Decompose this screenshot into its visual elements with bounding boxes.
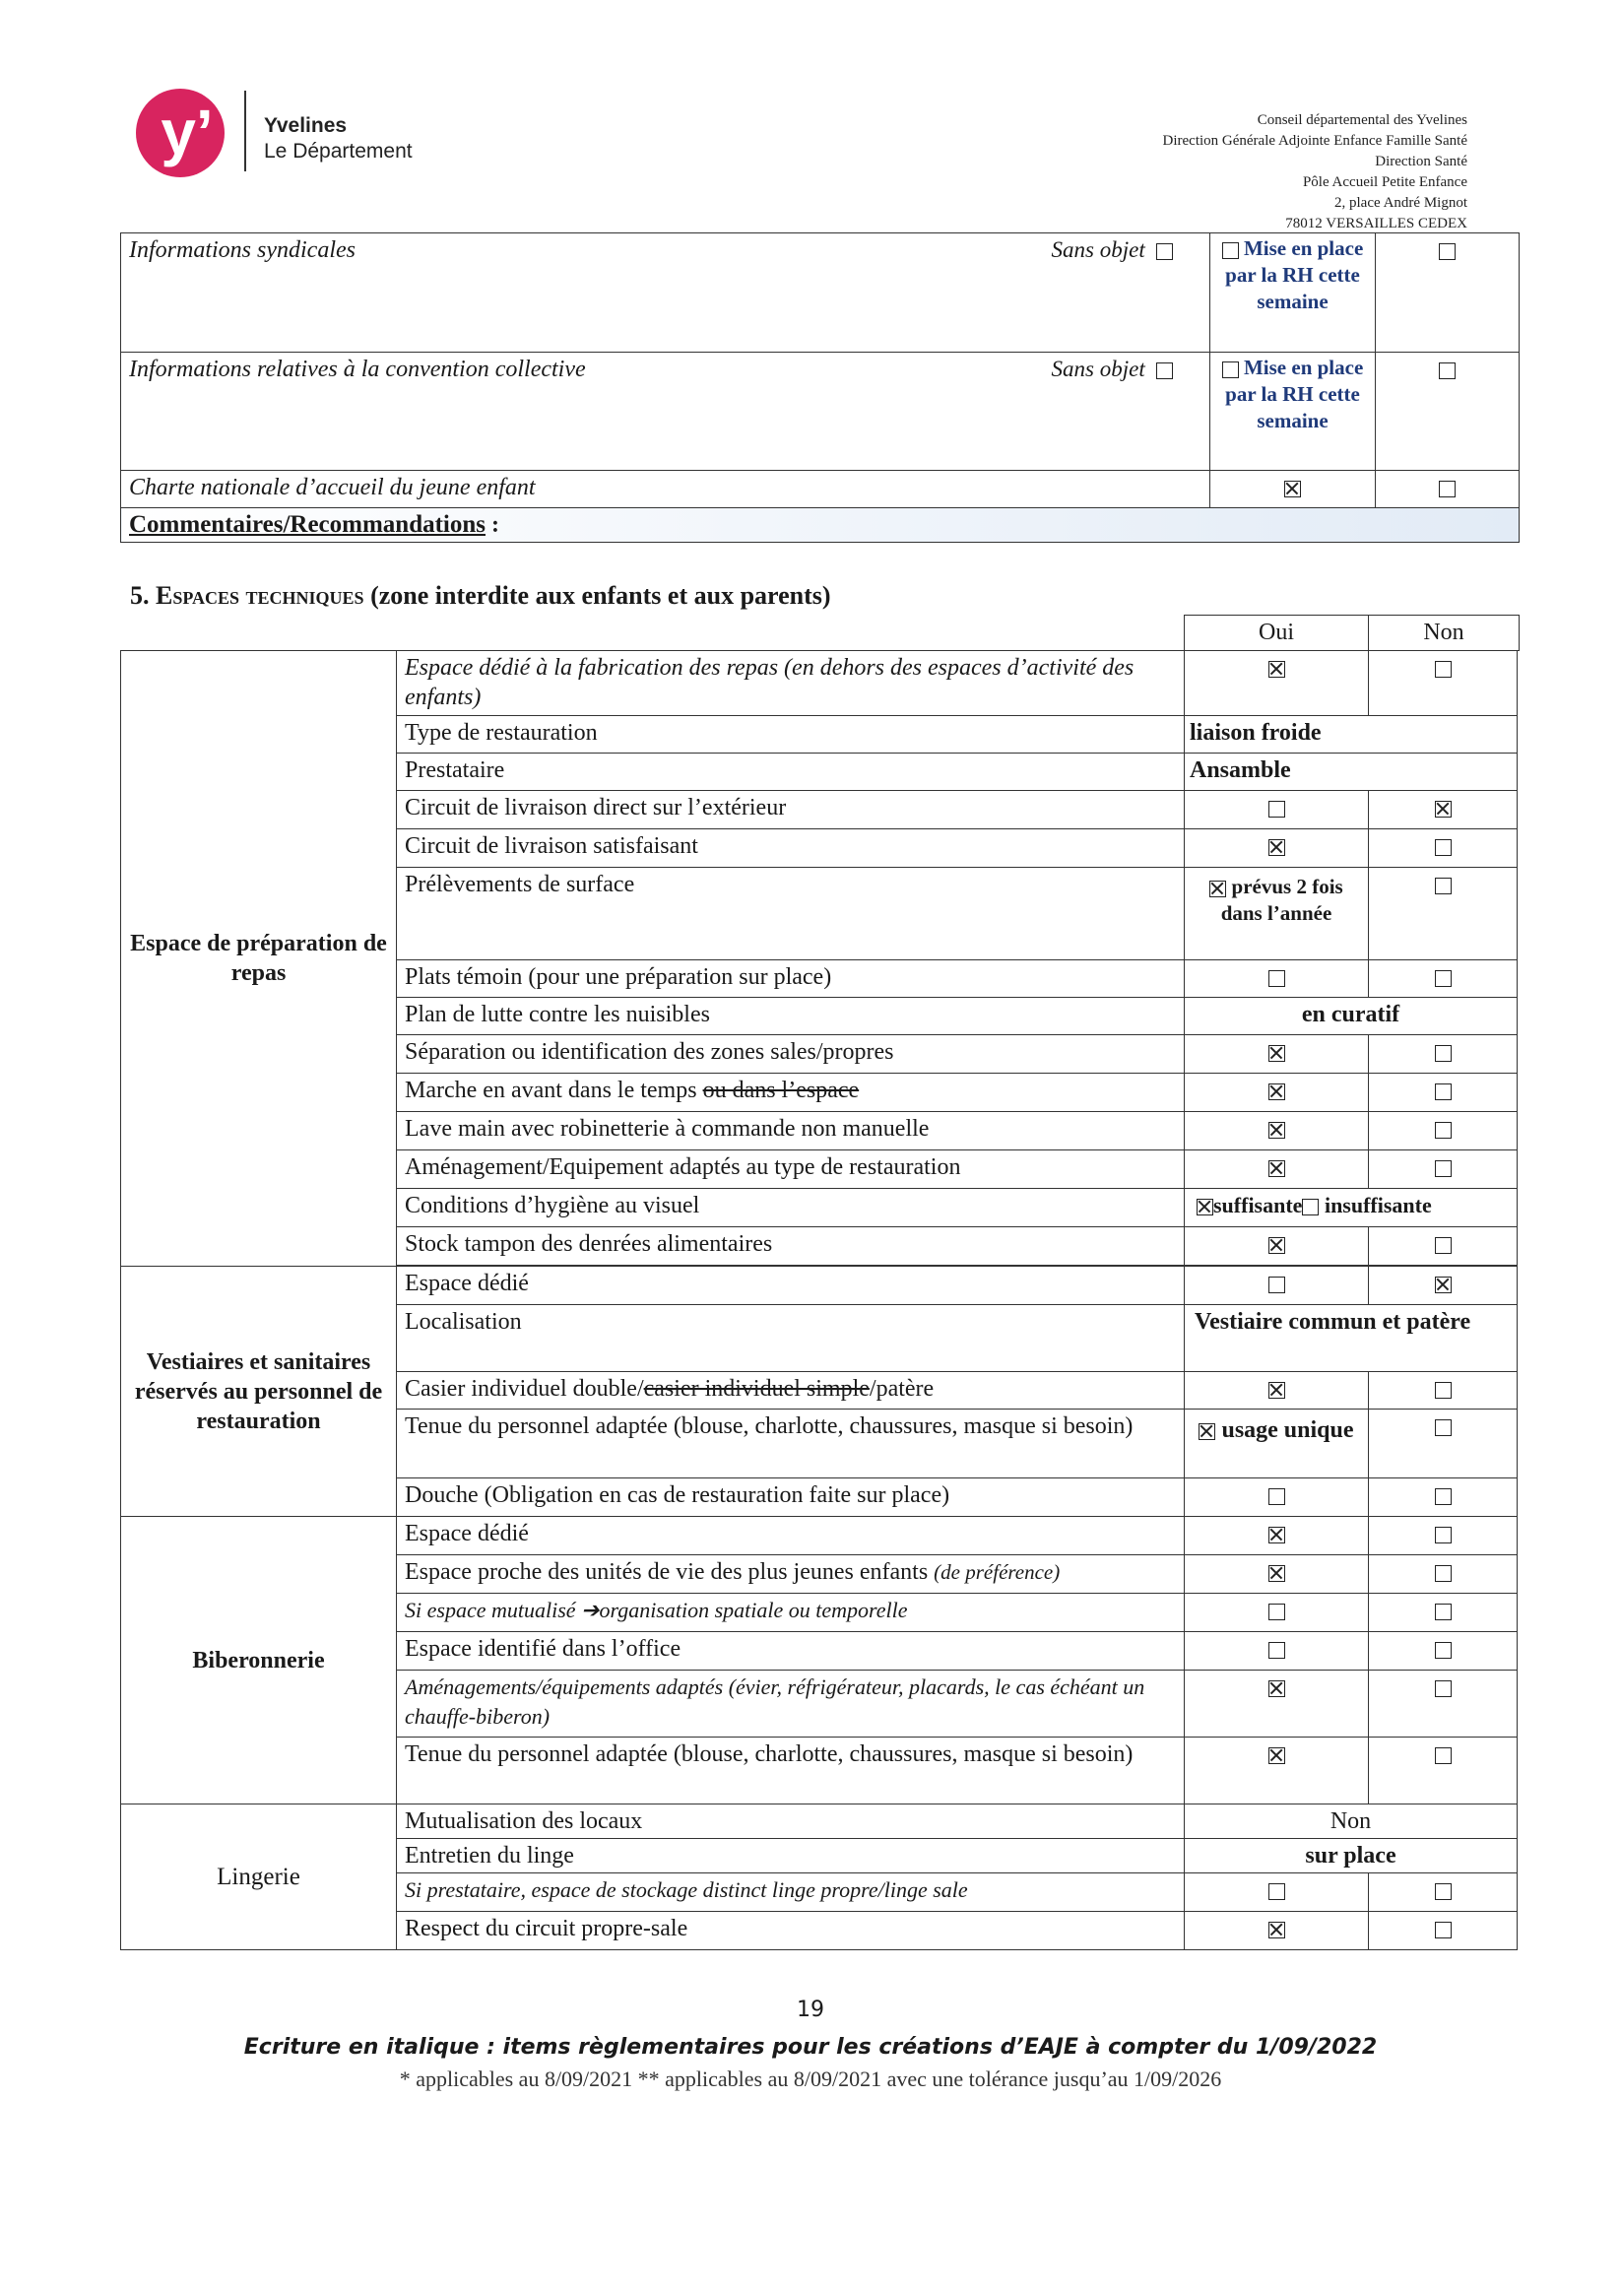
table-row: Prestataire Ansamble [121, 754, 1518, 791]
group-repas: Espace de préparation de repas [121, 651, 397, 1267]
checked-checkbox[interactable] [1197, 1199, 1213, 1215]
table-row: Espace proche des unités de vie des plus jeunes enfants (de préférence) [121, 1555, 1518, 1594]
checked-checkbox[interactable] [1268, 1237, 1285, 1254]
applicability-note: * applicables au 8/09/2021 ** applicables au 8/09/2021 avec une tolérance jusqu’au 1/09/2026 [399, 2066, 1222, 2091]
checkbox[interactable] [1435, 1122, 1452, 1139]
table-row: Tenue du personnel adaptée (blouse, charlotte, chaussures, masque si besoin) usage unique [121, 1410, 1518, 1478]
technical-spaces-table [120, 650, 1518, 1950]
table-row: Espace de préparation de repas Espace dédié à la fabrication des repas (en dehors des espaces d’activité des enfants) [121, 651, 1518, 716]
sender-address [1163, 110, 1467, 234]
table-row: Circuit de livraison direct sur l’extérieur [121, 791, 1518, 829]
checked-checkbox[interactable] [1268, 1382, 1285, 1399]
checkbox[interactable] [1268, 1642, 1285, 1659]
checked-checkbox[interactable] [1209, 881, 1226, 897]
checked-checkbox[interactable] [1268, 1565, 1285, 1582]
table-row: Lave main avec robinetterie à commande non manuelle [121, 1112, 1518, 1150]
col-non: Non [1369, 616, 1520, 651]
value: liaison froide [1185, 716, 1518, 754]
value: en curatif [1185, 998, 1518, 1035]
comments-row: Commentaires/Recommandations : [121, 508, 1520, 543]
address-line: Pôle Accueil Petite Enfance [1302, 174, 1467, 190]
checkbox[interactable] [1268, 1883, 1285, 1900]
checkbox[interactable] [1156, 243, 1173, 260]
italic-note: Ecriture en italique : items règlementaires pour les créations d’EAJE à compter du 1/09/2022 [243, 2035, 1378, 2060]
checked-checkbox[interactable] [1268, 839, 1285, 856]
group-lingerie: Lingerie [121, 1804, 397, 1950]
checked-checkbox[interactable] [1435, 801, 1452, 818]
oui-note: prévus 2 fois dans l’année [1220, 875, 1343, 925]
checkbox[interactable] [1435, 1527, 1452, 1543]
info-table [120, 232, 1520, 543]
checkbox[interactable] [1435, 1604, 1452, 1620]
checked-checkbox[interactable] [1268, 1747, 1285, 1764]
checked-checkbox[interactable] [1268, 1083, 1285, 1100]
page-number: 19 [797, 1998, 824, 2022]
value: Ansamble [1185, 754, 1518, 791]
table-row: Conditions d’hygiène au visuel suffisante insuffisante [121, 1189, 1518, 1227]
table-row: Aménagements/équipements adaptés (évier, réfrigérateur, placards, le cas échéant un chauffe-biberon) [121, 1671, 1518, 1738]
checked-checkbox[interactable] [1268, 1045, 1285, 1062]
checkbox[interactable] [1435, 1045, 1452, 1062]
sans-objet-option: Sans objet [1052, 355, 1201, 384]
table-row [121, 353, 1520, 471]
table-row: Espace identifié dans l’office [121, 1632, 1518, 1671]
table-row: Séparation ou identification des zones sales/propres [121, 1035, 1518, 1074]
row-label: Charte nationale d’accueil du jeune enfant [121, 471, 1210, 508]
oui-note: Mise en place par la RH cette semaine [1225, 356, 1364, 432]
checked-checkbox[interactable] [1268, 661, 1285, 678]
checkbox[interactable] [1435, 1419, 1452, 1436]
table-row: Douche (Obligation en cas de restauration faite sur place) [121, 1478, 1518, 1517]
value: sur place [1185, 1839, 1518, 1873]
address-line: Direction Générale Adjointe Enfance Famille Santé [1162, 133, 1467, 149]
group-vestiaires: Vestiaires et sanitaires réservés au personnel de restauration [121, 1267, 397, 1517]
checkbox[interactable] [1435, 661, 1452, 678]
checkbox[interactable] [1435, 1083, 1452, 1100]
table-row: Prélèvements de surface prévus 2 fois dans l’année [121, 868, 1518, 960]
table-row: Aménagement/Equipement adaptés au type de restauration [121, 1150, 1518, 1189]
section-title: 5. Espaces techniques (zone interdite aux enfants et aux parents) [130, 581, 831, 610]
table-row: Circuit de livraison satisfaisant [121, 829, 1518, 868]
checkbox[interactable] [1439, 362, 1456, 379]
checkbox[interactable] [1268, 1604, 1285, 1620]
table-row: Tenue du personnel adaptée (blouse, charlotte, chaussures, masque si besoin) [121, 1738, 1518, 1804]
table-row: Entretien du linge sur place [121, 1839, 1518, 1873]
value: Non [1185, 1804, 1518, 1839]
table-row: Plats témoin (pour une préparation sur place) [121, 960, 1518, 998]
checkbox[interactable] [1439, 481, 1456, 497]
checkbox[interactable] [1435, 1642, 1452, 1659]
table-row: Si prestataire, espace de stockage distinct linge propre/linge sale [121, 1873, 1518, 1912]
table-row: Casier individuel double/casier individuel simple/patère [121, 1372, 1518, 1410]
checkbox[interactable] [1435, 1922, 1452, 1938]
checkbox[interactable] [1435, 1237, 1452, 1254]
address-line: Conseil départemental des Yvelines [1257, 112, 1467, 128]
checkbox[interactable] [1435, 1382, 1452, 1399]
table-row: Marche en avant dans le temps ou dans l’espace [121, 1074, 1518, 1112]
group-biberonnerie: Biberonnerie [121, 1517, 397, 1804]
checked-checkbox[interactable] [1268, 1922, 1285, 1938]
row-label: Informations relatives à la convention collective [129, 357, 586, 382]
checkbox[interactable] [1439, 243, 1456, 260]
checkbox[interactable] [1268, 1488, 1285, 1505]
checkbox[interactable] [1435, 970, 1452, 987]
table-row: Biberonnerie Espace dédié [121, 1517, 1518, 1555]
checked-checkbox[interactable] [1268, 1122, 1285, 1139]
logo-letter: y’ [161, 97, 214, 167]
checkbox[interactable] [1222, 242, 1239, 259]
checkbox[interactable] [1435, 1160, 1452, 1177]
checked-checkbox[interactable] [1268, 1680, 1285, 1697]
checkbox[interactable] [1435, 1680, 1452, 1697]
table-row [121, 471, 1520, 508]
oui-note: Mise en place par la RH cette semaine [1225, 236, 1364, 313]
brand-name: Yvelines [264, 114, 348, 137]
table-row: Stock tampon des denrées alimentaires [121, 1227, 1518, 1266]
checkbox[interactable] [1268, 1277, 1285, 1293]
checkbox[interactable] [1222, 361, 1239, 378]
checkbox[interactable] [1435, 1565, 1452, 1582]
checked-checkbox[interactable] [1284, 481, 1301, 497]
checkbox[interactable] [1268, 970, 1285, 987]
address-line: 78012 VERSAILLES CEDEX [1285, 216, 1467, 231]
address-line: Direction Santé [1375, 154, 1467, 169]
row-label: Informations syndicales [129, 237, 356, 263]
oui-non-header [1184, 615, 1520, 651]
checked-checkbox[interactable] [1268, 1527, 1285, 1543]
checkbox[interactable] [1435, 1488, 1452, 1505]
brand-subtitle: Le Département [264, 140, 413, 163]
value: Vestiaire commun et patère [1185, 1305, 1518, 1372]
checked-checkbox[interactable] [1199, 1423, 1215, 1440]
logo-divider [244, 91, 246, 171]
col-oui: Oui [1185, 616, 1369, 651]
oui-note: usage unique [1221, 1417, 1354, 1443]
sans-objet-option: Sans objet [1052, 235, 1201, 265]
comments-label: Commentaires/Recommandations [129, 511, 486, 538]
table-row: Si espace mutualisé ➔organisation spatiale ou temporelle [121, 1594, 1518, 1632]
checkbox[interactable] [1435, 839, 1452, 856]
checkbox[interactable] [1435, 1747, 1452, 1764]
address-line: 2, place André Mignot [1334, 195, 1467, 211]
table-row: Type de restauration liaison froide [121, 716, 1518, 754]
checkbox[interactable] [1302, 1199, 1319, 1215]
table-row: Respect du circuit propre-sale [121, 1912, 1518, 1950]
checked-checkbox[interactable] [1268, 1160, 1285, 1177]
table-row: Plan de lutte contre les nuisibles en curatif [121, 998, 1518, 1035]
checkbox[interactable] [1435, 1883, 1452, 1900]
table-row: Vestiaires et sanitaires réservés au personnel de restauration Espace dédié [121, 1267, 1518, 1305]
table-row: Lingerie Mutualisation des locaux Non [121, 1804, 1518, 1839]
checkbox[interactable] [1268, 801, 1285, 818]
checkbox[interactable] [1156, 362, 1173, 379]
checkbox[interactable] [1435, 878, 1452, 894]
table-row [121, 233, 1520, 353]
checked-checkbox[interactable] [1435, 1277, 1452, 1293]
table-row: Localisation Vestiaire commun et patère [121, 1305, 1518, 1372]
